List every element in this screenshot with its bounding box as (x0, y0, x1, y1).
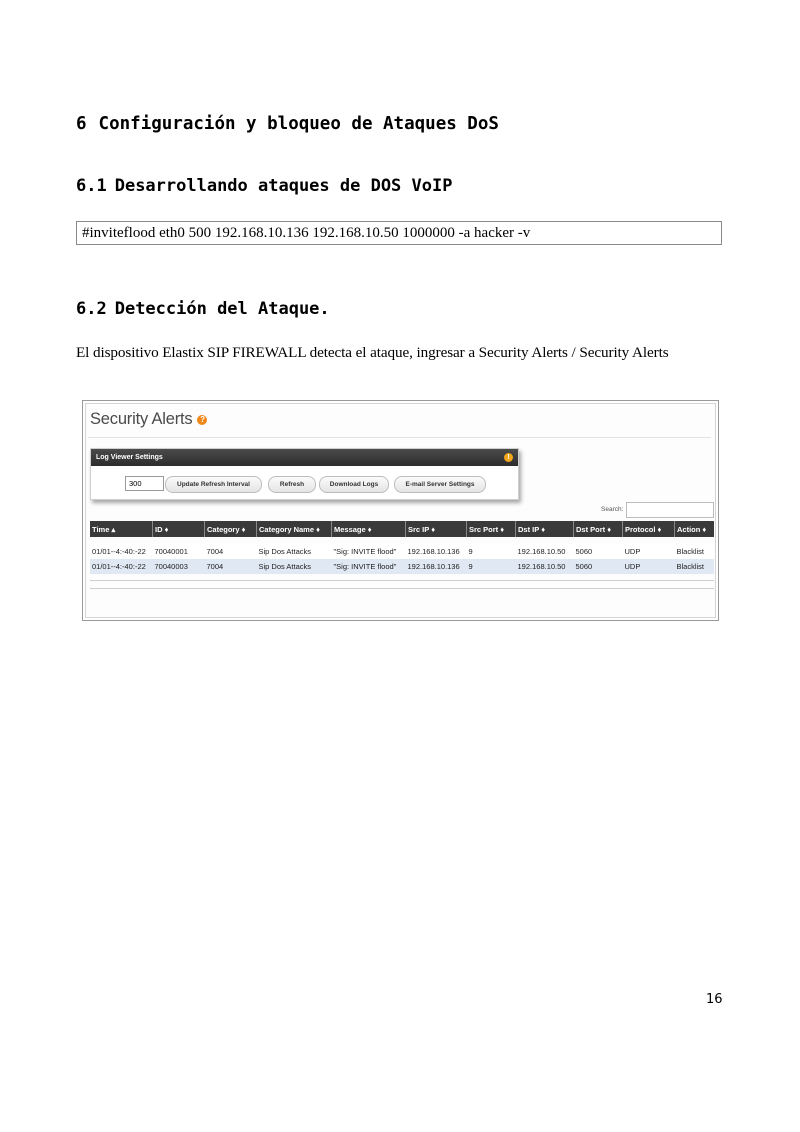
page-number: 16 (706, 992, 723, 1007)
subsection-title-1: Desarrollando ataques de DOS VoIP (114, 176, 453, 196)
subsection-heading-1 (76, 176, 452, 196)
log-viewer-header (91, 449, 518, 466)
update-refresh-interval-button[interactable]: Update Refresh Interval (165, 476, 262, 493)
log-viewer-title: Log Viewer Settings (96, 454, 163, 461)
table-row[interactable] (90, 559, 714, 574)
section-title: Configuración y bloqueo de Ataques DoS (98, 114, 499, 134)
table-footer-rule-2 (90, 588, 714, 589)
column-action[interactable]: Action ♦ (675, 521, 715, 537)
help-icon[interactable]: ? (197, 415, 207, 425)
alerts-table (90, 521, 714, 574)
subsection-heading-2 (76, 299, 330, 319)
cell-category: 7004 (205, 559, 257, 574)
cell-protocol: UDP (623, 544, 675, 559)
subsection-title-2: Detección del Ataque. (114, 299, 330, 319)
cell-action: Blacklist (675, 559, 715, 574)
cell-message: "Sig: INVITE flood" (332, 544, 406, 559)
command-box: #inviteflood eth0 500 192.168.10.136 192.168.10.50 1000000 -a hacker -v (76, 221, 722, 245)
column-src-ip[interactable]: Src IP ♦ (406, 521, 467, 537)
body-paragraph: El dispositivo Elastix SIP FIREWALL detecta el ataque, ingresar a Security Alerts / Security Alerts (76, 344, 669, 361)
table-row[interactable] (90, 544, 714, 559)
security-alerts-title (90, 410, 207, 429)
log-viewer-settings-panel (90, 448, 519, 500)
search-input[interactable] (626, 502, 714, 518)
cell-src-ip: 192.168.10.136 (406, 559, 467, 574)
cell-src-ip: 192.168.10.136 (406, 544, 467, 559)
cell-message: "Sig: INVITE flood" (332, 559, 406, 574)
column-dst-ip[interactable]: Dst IP ♦ (516, 521, 574, 537)
cell-protocol: UDP (623, 559, 675, 574)
table-header-row (90, 521, 714, 537)
cell-category: 7004 (205, 544, 257, 559)
column-dst-port[interactable]: Dst Port ♦ (574, 521, 623, 537)
subsection-number-1: 6.1 (76, 176, 107, 196)
column-protocol[interactable]: Protocol ♦ (623, 521, 675, 537)
cell-category-name: Sip Dos Attacks (257, 559, 332, 574)
column-time[interactable]: Time ▴ (90, 521, 153, 537)
table-footer-rule (90, 580, 714, 581)
cell-category-name: Sip Dos Attacks (257, 544, 332, 559)
security-alerts-title-text: Security Alerts (90, 410, 193, 428)
screenshot-frame (85, 403, 716, 618)
section-heading (76, 114, 499, 134)
column-category[interactable]: Category ♦ (205, 521, 257, 537)
warning-icon[interactable]: ! (504, 453, 513, 462)
cell-action: Blacklist (675, 544, 715, 559)
refresh-interval-input[interactable]: 300 (125, 476, 164, 491)
column-message[interactable]: Message ♦ (332, 521, 406, 537)
cell-time: 01/01--4:-40:-22 (90, 559, 153, 574)
search-label: Search: (601, 506, 624, 513)
cell-time: 01/01--4:-40:-22 (90, 544, 153, 559)
column-id[interactable]: ID ♦ (153, 521, 205, 537)
subsection-number-2: 6.2 (76, 299, 107, 319)
column-src-port[interactable]: Src Port ♦ (467, 521, 516, 537)
security-alerts-screenshot (82, 400, 719, 621)
section-number: 6 (76, 114, 87, 134)
cell-id: 70040003 (153, 559, 205, 574)
cell-dst-port: 5060 (574, 559, 623, 574)
cell-dst-port: 5060 (574, 544, 623, 559)
title-divider (88, 437, 711, 438)
column-category-name[interactable]: Category Name ♦ (257, 521, 332, 537)
cell-src-port: 9 (467, 544, 516, 559)
download-logs-button[interactable]: Download Logs (319, 476, 389, 493)
table-spacer (90, 537, 714, 544)
cell-id: 70040001 (153, 544, 205, 559)
cell-dst-ip: 192.168.10.50 (516, 559, 574, 574)
email-server-settings-button[interactable]: E-mail Server Settings (394, 476, 486, 493)
refresh-button[interactable]: Refresh (268, 476, 316, 493)
cell-src-port: 9 (467, 559, 516, 574)
cell-dst-ip: 192.168.10.50 (516, 544, 574, 559)
